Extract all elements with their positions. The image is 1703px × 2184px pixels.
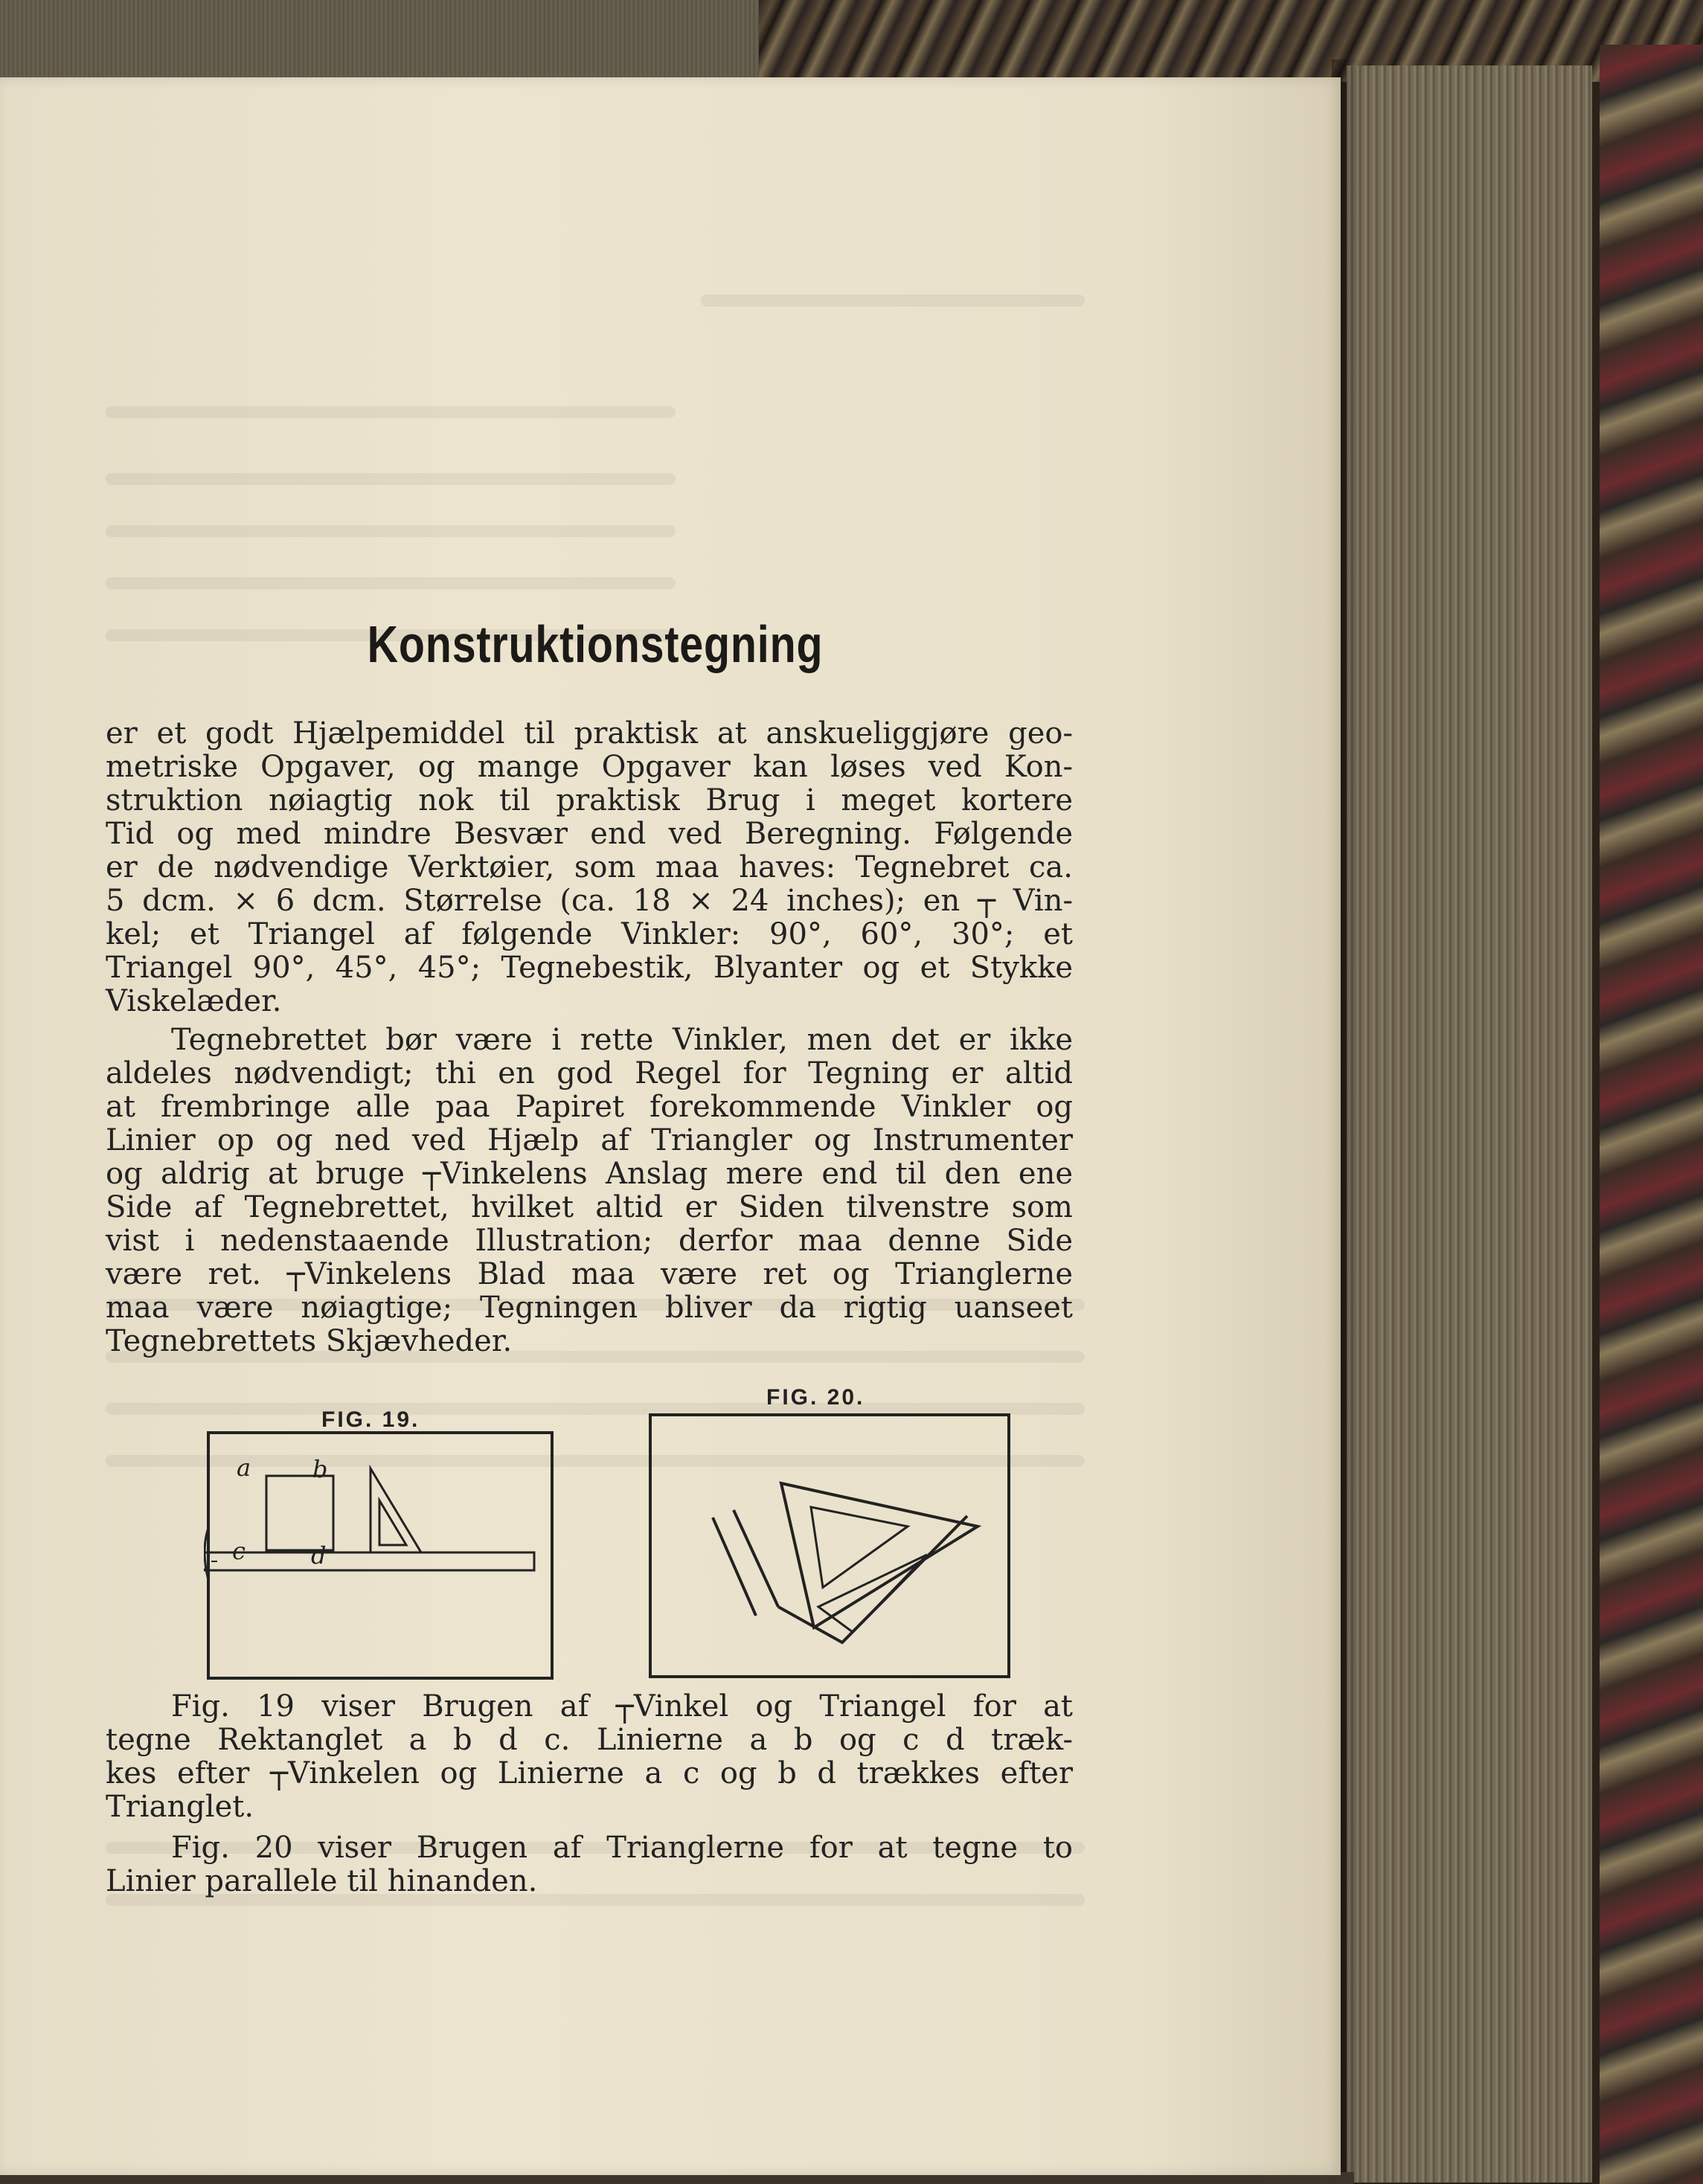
text-line: tegne Rektanglet a b d c. Linierne a b og c d træk- (106, 1723, 1073, 1757)
text-line: Linier op og ned ved Hjælp af Triangler og Instrumenter (106, 1123, 1073, 1157)
fig20-label: FIG. 20. (766, 1385, 865, 1410)
text-line: kes efter ┬Vinkelen og Linierne a c og b d trækkes efter (106, 1756, 1073, 1790)
text-line: Viskelæder. (106, 984, 282, 1018)
text-line: Tegnebrettet bør være i rette Vinkler, men det er ikke (171, 1023, 1073, 1057)
text-line: metriske Opgaver, og mange Opgaver kan løses ved Kon- (106, 750, 1073, 784)
page-title: Konstruktionstegning (367, 615, 824, 673)
text-line: Trianglet. (106, 1790, 254, 1824)
text-line: vist i nedenstaaende Illustration; derfor maa denne Side (106, 1224, 1073, 1258)
text-line: Triangel 90°, 45°, 45°; Tegnebestik, Blyanter og et Stykke (106, 951, 1073, 985)
text-line: 5 dcm. × 6 dcm. Størrelse (ca. 18 × 24 inches); en ┬ Vin- (106, 884, 1073, 918)
text-line: Tegnebrettets Skjævheder. (106, 1324, 513, 1358)
text-line: være ret. ┬Vinkelens Blad maa være ret og Trianglerne (106, 1257, 1073, 1291)
paragraph-1 (106, 717, 1073, 1018)
text-line: struktion nøiagtig nok til praktisk Brug i meget kortere (106, 783, 1073, 818)
text-line: Fig. 20 viser Brugen af Trianglerne for at tegne to (171, 1831, 1073, 1865)
text-line: Linier parallele til hinanden. (106, 1864, 538, 1898)
paragraph-2 (106, 1024, 1073, 1358)
fig20-drawing (647, 1412, 1012, 1680)
marbled-cover-edge (1600, 45, 1703, 2184)
text-line: Fig. 19 viser Brugen af ┬Vinkel og Triangel for at (171, 1689, 1073, 1724)
text-line: at frembringe alle paa Papiret forekommende Vinkler og (106, 1090, 1073, 1124)
text-line: Side af Tegnebrettet, hvilket altid er Siden tilvenstre som (106, 1190, 1073, 1224)
text-line: og aldrig at bruge ┬Vinkelens Anslag mere end til den ene (106, 1157, 1073, 1191)
text-line: er et godt Hjælpemiddel til praktisk at anskueliggjøre geo- (106, 716, 1073, 751)
paragraph-3 (106, 1690, 1073, 1824)
fig19-label: FIG. 19. (321, 1407, 420, 1432)
text-line: Tid og med mindre Besvær end ved Beregning. Følgende (106, 817, 1073, 851)
fig19-drawing (204, 1430, 555, 1683)
fig19-letter-b: b (312, 1455, 328, 1483)
page-stack-edge (1347, 65, 1592, 2183)
text-line: er de nødvendige Verktøier, som maa haves: Tegnebret ca. (106, 850, 1073, 884)
text-line: kel; et Triangel af følgende Vinkler: 90°, 60°, 30°; et (106, 917, 1073, 951)
text-line: aldeles nødvendigt; thi en god Regel for Tegning er altid (106, 1056, 1073, 1091)
paragraph-4 (106, 1831, 1073, 1898)
fig19-letter-c: c (232, 1537, 246, 1565)
fig19-letter-a: a (237, 1454, 251, 1482)
fig19-letter-d: d (311, 1541, 327, 1570)
text-line: maa være nøiagtige; Tegningen bliver da rigtig uanseet (106, 1291, 1073, 1325)
